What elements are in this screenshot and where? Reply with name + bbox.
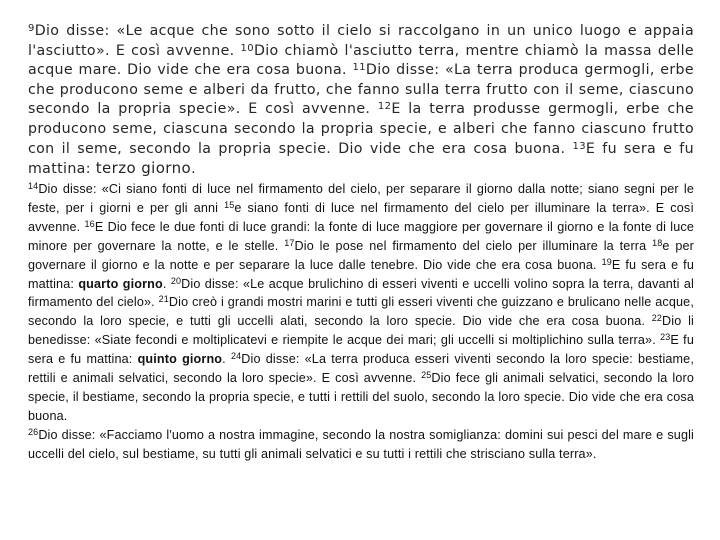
verse-text: Dio disse: «Le acque brulichino di esseri viventi e uccelli volino sopra la terra, davanti al firmamento del cielo».: [28, 276, 694, 310]
verse-text: Dio chiamò l'asciutto terra, mentre chiamò la massa delle acque mare. Dio vide che era cosa buona.: [28, 42, 694, 79]
day-label: quarto giorno: [78, 276, 163, 291]
text-block-14-25: [28, 180, 694, 426]
verse-number: 19: [601, 256, 612, 267]
day-label: terzo giorno: [95, 159, 192, 178]
verse-number: 20: [170, 275, 182, 286]
verse-text: E fu sera e fu mattina:: [28, 257, 694, 291]
verse-text: E fu sera e fu mattina:: [28, 140, 694, 178]
verse-number: 21: [158, 294, 169, 305]
verse-text: Dio disse: «La terra produca esseri viventi secondo la loro specie: bestiame, rettili e animali selvatici, secondo la loro specie». E così avvenne.: [28, 352, 694, 386]
verse-text: Dio li benedisse: «Siate fecondi e moltiplicatevi e riempite le acque dei mari; gli uccelli si moltiplichino sulla terra».: [28, 314, 694, 348]
verse-number: 22: [651, 313, 663, 324]
text-block-26: [28, 426, 694, 464]
verse-text: Dio fece gli animali selvatici, secondo la loro specie, il bestiame, secondo la propria specie, e tutti i rettili del suolo, secondo la loro specie. Dio vide che era cosa buona.: [28, 371, 695, 423]
verse-number: 24: [230, 351, 242, 362]
verse-number: 10: [240, 42, 254, 54]
verse-text: Dio disse: «La terra produca germogli, erbe che producono seme e alberi da frutto, che fanno sulla terra frutto con il seme, ciascuno secondo la propria specie». E così avvenne.: [28, 62, 694, 118]
verse-text: Dio creò i grandi mostri marini e tutti gli esseri viventi che guizzano e brulicano nelle acque, secondo la loro specie, e tutti gli uccelli alati, secondo la loro specie. Dio vide che era cosa buona.: [28, 295, 694, 329]
verse-text: Dio disse: «Facciamo l'uomo a nostra immagine, secondo la nostra somiglianza: domini sui pesci del mare e sugli uccelli del cielo, sul bestiame, su tutti gli animali selvatici e su tutti i rettili che strisciano sulla terra».: [28, 427, 694, 461]
verse-text: Dio disse: «Ci siano fonti di luce nel firmamento del cielo, per separare il giorno dalla notte; siano segni per le feste, per i giorni e per gli anni: [28, 182, 694, 215]
verse-number: 14: [28, 181, 39, 191]
verse-number: 18: [652, 237, 663, 248]
verse-text: e siano fonti di luce nel firmamento del cielo per illuminare la terra». E così avvenne.: [28, 200, 694, 234]
verse-text: .: [162, 276, 171, 291]
verse-number: 11: [352, 62, 366, 74]
verse-number: 17: [284, 237, 295, 248]
paragraph-genesis-14-26: [28, 180, 694, 464]
verse-number: 23: [660, 332, 671, 343]
day-label: quinto giorno: [137, 352, 223, 367]
verse-text: Dio disse: «Le acque che sono sotto il cielo si raccolgano in un unico luogo e appaia l'asciutto». E così avvenne.: [28, 23, 694, 59]
verse-number: 9: [28, 23, 35, 34]
verse-text: .: [222, 352, 231, 367]
verse-number: 12: [377, 101, 392, 113]
verse-text: e per governare il giorno e la notte e per separare la luce dalle tenebre. Dio vide che era cosa buona.: [28, 238, 694, 272]
verse-number: 13: [572, 140, 586, 152]
verse-number: 15: [224, 199, 235, 210]
verse-text: E fu sera e fu mattina:: [28, 333, 694, 367]
paragraph-genesis-9-13: [28, 22, 694, 180]
verse-text: E Dio fece le due fonti di luce grandi: la fonte di luce maggiore per governare il giorno e la fonte di luce minore per governare la notte, e le stelle.: [28, 219, 694, 253]
verse-number: 16: [84, 218, 95, 229]
verse-text: E la terra produsse germogli, erbe che producono seme, ciascuna secondo la propria specie, e alberi che fanno ciascuno frutto con il seme, secondo la propria specie. Dio vide che era cosa buona.: [28, 101, 694, 157]
verse-number: 25: [421, 370, 432, 381]
verse-text: Dio le pose nel firmamento del cielo per illuminare la terra: [294, 238, 653, 253]
verse-text: .: [191, 161, 196, 178]
verse-number: 26: [28, 426, 39, 437]
